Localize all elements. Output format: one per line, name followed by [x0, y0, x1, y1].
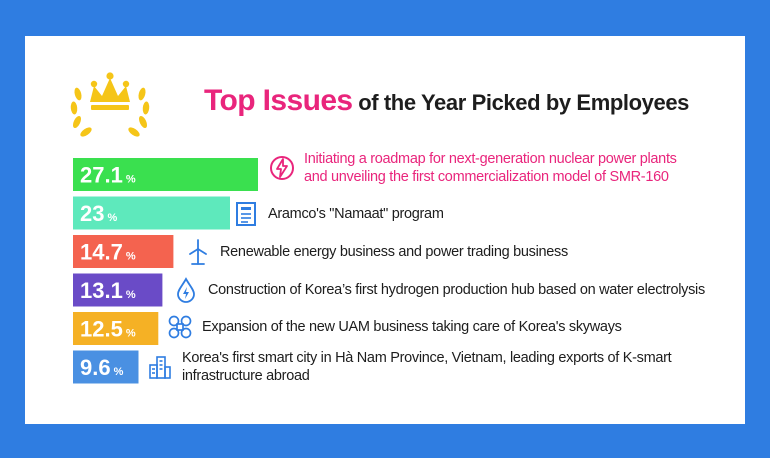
row-6-label-line-1: Korea's first smart city in Hà Nam Province, Vietnam, leading exports of K-smart — [182, 350, 672, 366]
row-3-label — [184, 235, 568, 269]
bar-5-value-label: 12.5 % — [80, 316, 136, 342]
nuclear-power-icon — [268, 154, 296, 182]
row-4-label — [172, 273, 705, 307]
document-icon — [232, 200, 260, 228]
row-6-label — [146, 350, 671, 384]
hydrogen-drop-icon — [172, 276, 200, 304]
bar-3-value-label: 14.7 % — [80, 239, 136, 265]
row-1-label-line-1: Initiating a roadmap for next-generation nuclear power plants — [304, 151, 677, 167]
drone-icon — [166, 313, 194, 341]
bar-4-value-label: 13.1 % — [80, 278, 136, 303]
row-1-label — [268, 151, 677, 185]
bar-6-value-label: 9.6 % — [80, 355, 124, 380]
row-4-label-text: Construction of Korea’s first hydrogen production hub based on water electrolysis — [208, 282, 705, 298]
wind-turbine-icon — [184, 238, 212, 266]
row-6-label-line-2: infrastructure abroad — [182, 368, 310, 384]
title-rest: of the Year Picked by Employees — [358, 90, 689, 115]
smart-city-icon — [146, 353, 174, 381]
row-3-label-text: Renewable energy business and power trading business — [220, 244, 568, 260]
title-highlight: Top Issues — [204, 84, 353, 117]
row-2-label-text: Aramco's "Namaat" program — [268, 206, 444, 222]
row-1-label-line-2: and unveiling the first commercialization model of SMR-160 — [304, 169, 669, 185]
bar-2-value-label: 23 % — [80, 201, 118, 226]
row-2-label — [232, 197, 444, 231]
bar-1-value-label: 27.1 % — [80, 162, 136, 188]
row-5-label — [166, 310, 622, 344]
row-5-label-text: Expansion of the new UAM business taking care of Korea's skyways — [202, 319, 622, 335]
